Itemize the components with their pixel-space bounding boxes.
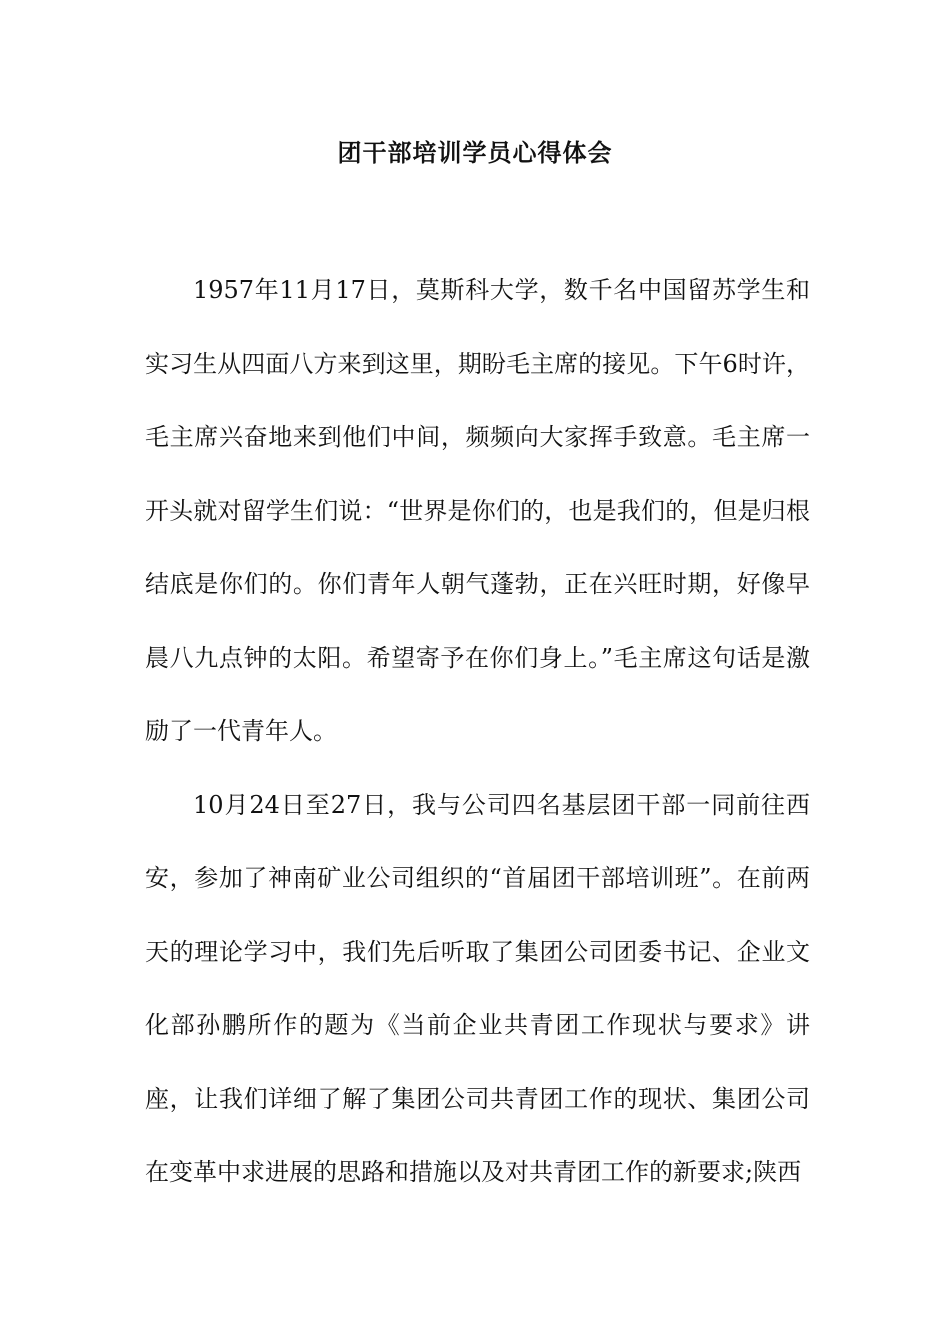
paragraph-2: 10月24日至27日，我与公司四名基层团干部一同前往西安，参加了神南矿业公司组织的“首届团干部培训班”。在前两天的理论学习中，我们先后听取了集团公司团委书记、企业文化部孙鹏所作的题为《当前企业共青团工作现状与要求》讲座，让我们详细了解了集团公司共青团工作的现状、集团公司在变革中求进展的思路和措施以及对共青团工作的新要求;陕西 — [145, 790, 810, 1186]
paragraph-1: 1957年11月17日，莫斯科大学，数千名中国留苏学生和实习生从四面八方来到这里，期盼毛主席的接见。下午6时许，毛主席兴奋地来到他们中间，频频向大家挥手致意。毛主席一开头就对留学生们说：“世界是你们的，也是我们的，但是归根结底是你们的。你们青年人朝气蓬勃，正在兴旺时期，好像早晨八九点钟的太阳。希望寄予在你们身上。”毛主席这句话是激励了一代青年人。 — [145, 276, 810, 745]
document-body — [145, 254, 810, 1210]
document-title: 团干部培训学员心得体会 — [337, 138, 613, 167]
